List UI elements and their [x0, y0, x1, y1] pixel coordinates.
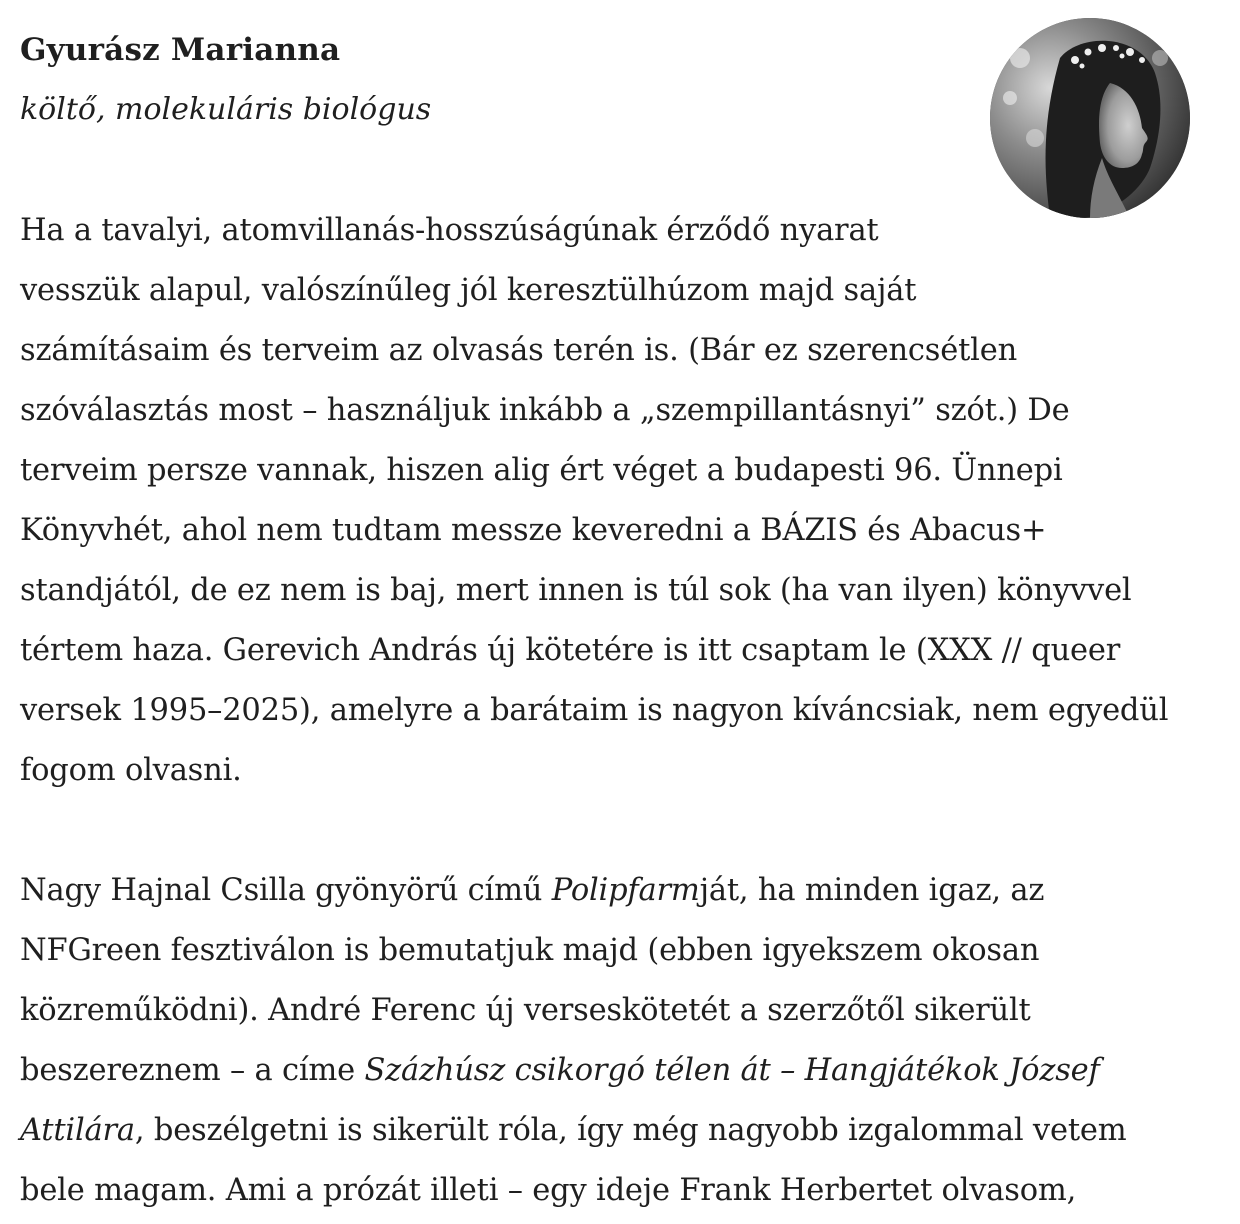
paragraph-line: szóválasztás most – használjuk inkább a „szempillantásnyi” szót.) De: [20, 393, 1070, 428]
paragraph-line: [20, 1041, 1220, 1101]
paragraph-line: [20, 1101, 1220, 1161]
paragraph-line: versek 1995–2025), amelyre a barátaim is nagyon kíváncsiak, nem egyedül: [20, 693, 1169, 728]
author-name: Gyurász Marianna: [20, 32, 341, 68]
author-role: költő, molekuláris biológus: [20, 92, 432, 127]
paragraph-line: bele magam. Ami a prózát illeti – egy ideje Frank Herbertet olvasom,: [20, 1173, 1077, 1208]
article: [20, 18, 1220, 1208]
paragraph-line: terveim persze vannak, hiszen alig ért véget a budapesti 96. Ünnepi: [20, 453, 1063, 488]
book-title-polipfarm: Polipfarm: [551, 873, 700, 908]
paragraph-1: [20, 201, 1220, 801]
book-title-szazhusz: Százhúsz csikorgó télen át – Hangjátékok József: [364, 1053, 1100, 1088]
paragraph-line: [20, 861, 1220, 921]
paragraph-line: fogom olvasni.: [20, 753, 242, 788]
paragraph-2: [20, 861, 1220, 1221]
text-run: , beszélgetni is sikerült róla, így még nagyobb izgalommal vetem: [134, 1113, 1127, 1148]
paragraph-line: közreműködni). André Ferenc új verseskötetét a szerzőtől sikerült: [20, 993, 1031, 1028]
author-avatar: [990, 18, 1190, 218]
paragraph-line: tértem haza. Gerevich András új kötetére is itt csaptam le (XXX // queer: [20, 633, 1121, 668]
author-header: [20, 18, 1220, 218]
text-run: Nagy Hajnal Csilla gyönyörű című: [20, 873, 552, 908]
paragraph-line: Könyvhét, ahol nem tudtam messze keveredni a BÁZIS és Abacus+: [20, 513, 1047, 548]
paragraph-line: számításaim és terveim az olvasás terén is. (Bár ez szerencsétlen: [20, 333, 1018, 368]
paragraph-line: Ha a tavalyi, atomvillanás-hosszúságúnak érződő nyarat: [20, 213, 879, 248]
author-portrait-image: [990, 18, 1190, 218]
text-run: beszereznem – a címe: [20, 1053, 365, 1088]
paragraph-line: NFGreen fesztiválon is bemutatjuk majd (ebben igyekszem okosan: [20, 933, 1040, 968]
book-title-szazhusz-cont: Attilára: [20, 1113, 135, 1148]
paragraph-line: standjától, de ez nem is baj, mert innen is túl sok (ha van ilyen) könyvvel: [20, 573, 1132, 608]
text-run: ját, ha minden igaz, az: [699, 873, 1045, 908]
paragraph-line: vesszük alapul, valószínűleg jól keresztülhúzom majd saját: [20, 273, 917, 308]
